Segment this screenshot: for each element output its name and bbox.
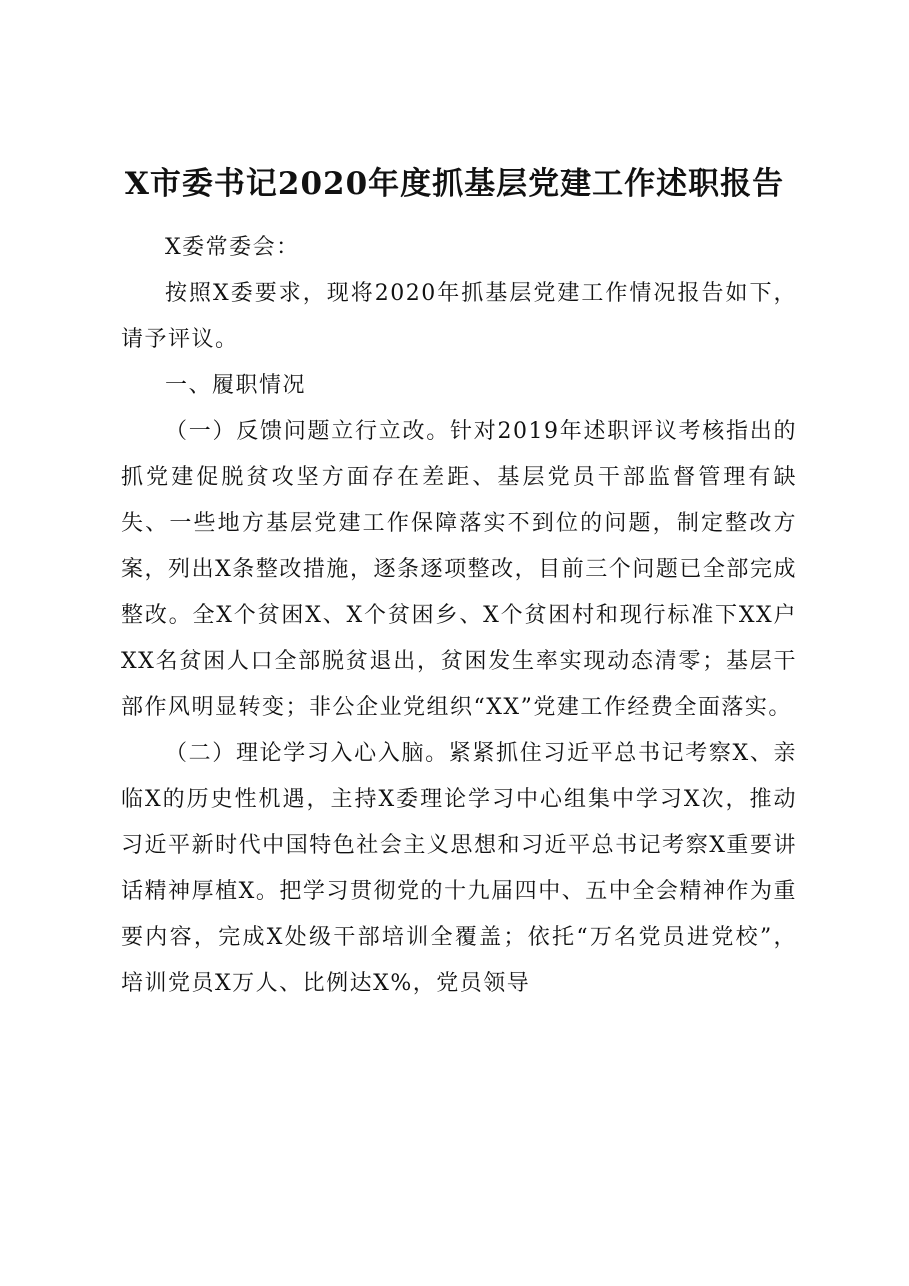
- document-title: X市委书记2020年度抓基层党建工作述职报告: [124, 166, 785, 202]
- paragraph-2: （二）理论学习入心入脑。紧紧抓住习近平总书记考察X、亲临X的历史性机遇，主持X委理论学习中心组集中学习X次，推动习近平新时代中国特色社会主义思想和习近平总书记考察X重要讲话精神厚植X。把学习贯彻党的十九届四中、五中全会精神作为重要内容，完成X处级干部培训全覆盖；依托“万名党员进党校”，培训党员X万人、比例达X%，党员领导: [121, 741, 797, 996]
- paragraph-1: （一）反馈问题立行立改。针对2019年述职评议考核指出的抓党建促脱贫攻坚方面存在差距、基层党员干部监督管理有缺失、一些地方基层党建工作保障落实不到位的问题，制定整改方案，列出X条整改措施，逐条逐项整改，目前三个问题已全部完成整改。全X个贫困X、X个贫困乡、X个贫困村和现行标准下XX户XX名贫困人口全部脱贫退出，贫困发生率实现动态清零；基层干部作风明显转变；非公企业党组织“XX”党建工作经费全面落实。: [121, 419, 797, 720]
- intro-paragraph: 按照X委要求，现将2020年抓基层党建工作情况报告如下，请予评议。: [121, 281, 797, 352]
- salutation: X委常委会：: [165, 235, 300, 260]
- section-heading: 一、履职情况: [165, 373, 307, 398]
- document-body: [121, 225, 797, 1007]
